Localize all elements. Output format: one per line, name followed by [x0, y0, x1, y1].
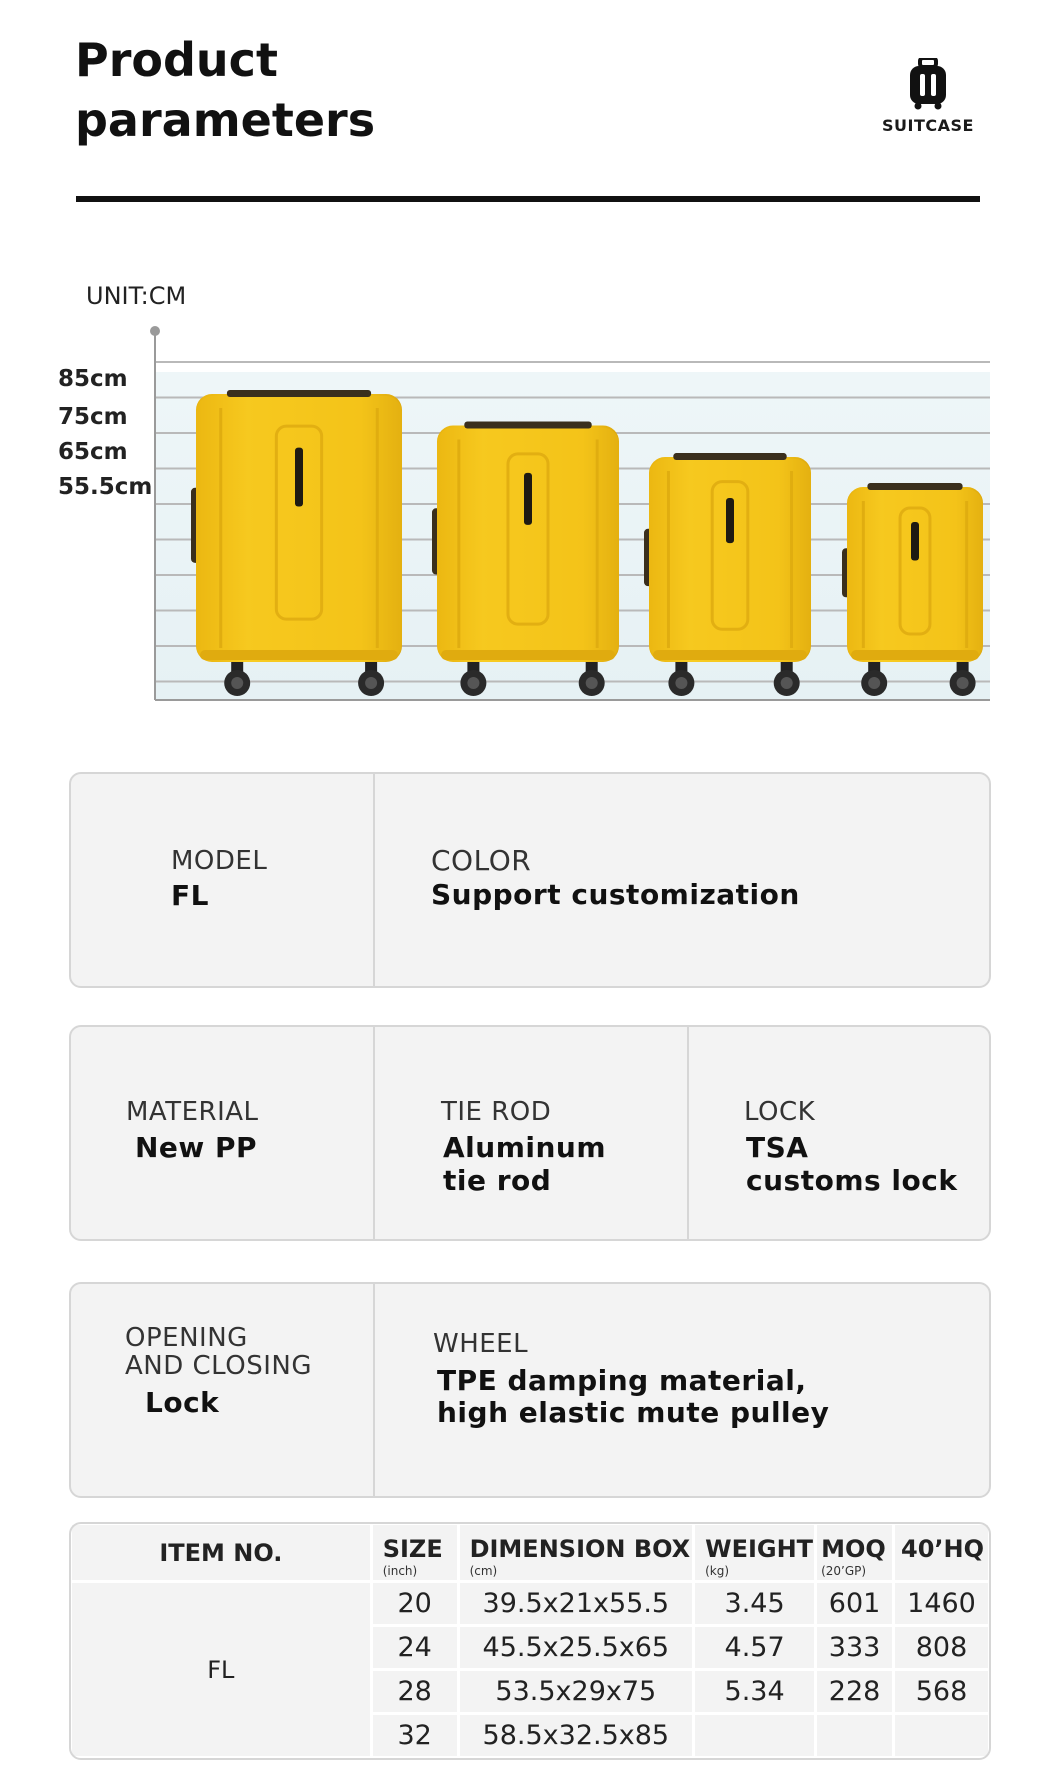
moq-cell: 228 — [816, 1670, 894, 1714]
header-weight-label: WEIGHT — [705, 1535, 814, 1563]
lock-label: LOCK — [744, 1097, 816, 1127]
dimension-cell: 45.5x25.5x65 — [458, 1626, 694, 1670]
brand-label: SUITCASE — [882, 116, 974, 135]
header-item-no: ITEM NO. — [71, 1524, 372, 1582]
wheel-hub — [231, 677, 243, 689]
bottom-rim — [653, 650, 807, 660]
opening-label-2: AND CLOSING — [125, 1351, 312, 1381]
height-label-55: 55.5cm — [58, 474, 153, 500]
dimension-cell: 53.5x29x75 — [458, 1670, 694, 1714]
page-title — [75, 30, 375, 150]
size-cell: 20 — [371, 1582, 458, 1626]
header-moq — [816, 1524, 894, 1582]
tie-rod-label: TIE ROD — [441, 1097, 552, 1127]
header-weight-unit: (kg) — [705, 1564, 730, 1578]
spec-table — [69, 1522, 991, 1759]
card-divider — [373, 1284, 375, 1496]
table-row — [71, 1582, 990, 1626]
hq-cell: 568 — [894, 1670, 990, 1714]
material-label: MATERIAL — [126, 1097, 259, 1127]
wheel-hub — [586, 677, 598, 689]
wheel-hub — [868, 677, 880, 689]
header-size-label: SIZE — [382, 1535, 443, 1563]
lock-slot — [524, 473, 532, 525]
dimension-cell: 58.5x32.5x85 — [458, 1714, 694, 1758]
bottom-rim — [200, 650, 398, 660]
spec-card-model-color — [69, 772, 991, 988]
size-comparison-chart — [0, 320, 1060, 720]
wheel-value-2: high elastic mute pulley — [437, 1396, 830, 1429]
title-line-2: parameters — [75, 93, 376, 147]
header-dimension-unit: (cm) — [469, 1564, 498, 1578]
top-handle — [867, 483, 962, 490]
lock-value-1: TSA — [746, 1131, 809, 1164]
height-label-85: 85cm — [58, 366, 128, 392]
wheel-hub — [365, 677, 377, 689]
moq-cell — [816, 1714, 894, 1758]
chart-axis-cap — [150, 326, 160, 336]
wheel-hub — [781, 677, 793, 689]
lock-slot — [911, 522, 919, 560]
top-handle — [673, 453, 786, 460]
weight-cell: 5.34 — [694, 1670, 816, 1714]
hq-cell: 808 — [894, 1626, 990, 1670]
header-dimension-label: DIMENSION BOX — [469, 1535, 691, 1563]
suitcase-65cm — [644, 453, 811, 696]
hq-cell — [894, 1714, 990, 1758]
color-label: COLOR — [431, 844, 532, 877]
unit-label: UNIT:CM — [86, 282, 187, 310]
bottom-rim — [441, 650, 615, 660]
card-divider — [373, 1027, 375, 1239]
lock-slot — [295, 448, 303, 507]
model-value: FL — [171, 879, 209, 912]
wheel-hub — [675, 677, 687, 689]
card-divider — [687, 1027, 689, 1239]
header-size — [371, 1524, 458, 1582]
wheel-value-1: TPE damping material, — [437, 1364, 807, 1397]
size-cell: 28 — [371, 1670, 458, 1714]
suitcase-85cm — [191, 390, 402, 696]
hq-cell: 1460 — [894, 1582, 990, 1626]
model-label: MODEL — [171, 846, 268, 876]
header-hq: 40’HQ — [894, 1524, 990, 1582]
size-cell: 32 — [371, 1714, 458, 1758]
title-line-1: Product — [75, 33, 278, 87]
header-moq-unit: (20’GP) — [821, 1564, 867, 1578]
spec-card-opening-wheel — [69, 1282, 991, 1498]
size-cell: 24 — [371, 1626, 458, 1670]
header-size-unit: (inch) — [382, 1564, 418, 1578]
wheel-hub — [957, 677, 969, 689]
bottom-rim — [851, 650, 979, 660]
top-handle — [227, 390, 371, 397]
opening-label-1: OPENING — [125, 1323, 248, 1353]
weight-cell: 3.45 — [694, 1582, 816, 1626]
tie-rod-value-1: Aluminum — [443, 1131, 607, 1164]
weight-cell: 4.57 — [694, 1626, 816, 1670]
opening-value: Lock — [145, 1386, 220, 1419]
card-divider — [373, 774, 375, 986]
brand-logo — [872, 58, 984, 135]
item-no-cell: FL — [71, 1582, 372, 1758]
header-moq-label: MOQ — [821, 1535, 886, 1563]
height-label-75: 75cm — [58, 404, 128, 430]
suitcase-icon — [908, 58, 948, 110]
wheel-label: WHEEL — [433, 1329, 529, 1359]
material-value: New PP — [135, 1131, 258, 1164]
header-dimension — [458, 1524, 694, 1582]
weight-cell — [694, 1714, 816, 1758]
dimension-cell: 39.5x21x55.5 — [458, 1582, 694, 1626]
lock-slot — [726, 498, 734, 543]
tie-rod-value-2: tie rod — [443, 1164, 552, 1197]
moq-cell: 601 — [816, 1582, 894, 1626]
lock-value-2: customs lock — [746, 1164, 958, 1197]
moq-cell: 333 — [816, 1626, 894, 1670]
table-header-row — [71, 1524, 990, 1582]
suitcase-75cm — [432, 422, 619, 696]
header-divider — [76, 196, 980, 202]
color-value: Support customization — [431, 878, 800, 911]
spec-card-material — [69, 1025, 991, 1241]
header-weight — [694, 1524, 816, 1582]
top-handle — [464, 422, 591, 429]
height-label-65: 65cm — [58, 439, 128, 465]
wheel-hub — [467, 677, 479, 689]
